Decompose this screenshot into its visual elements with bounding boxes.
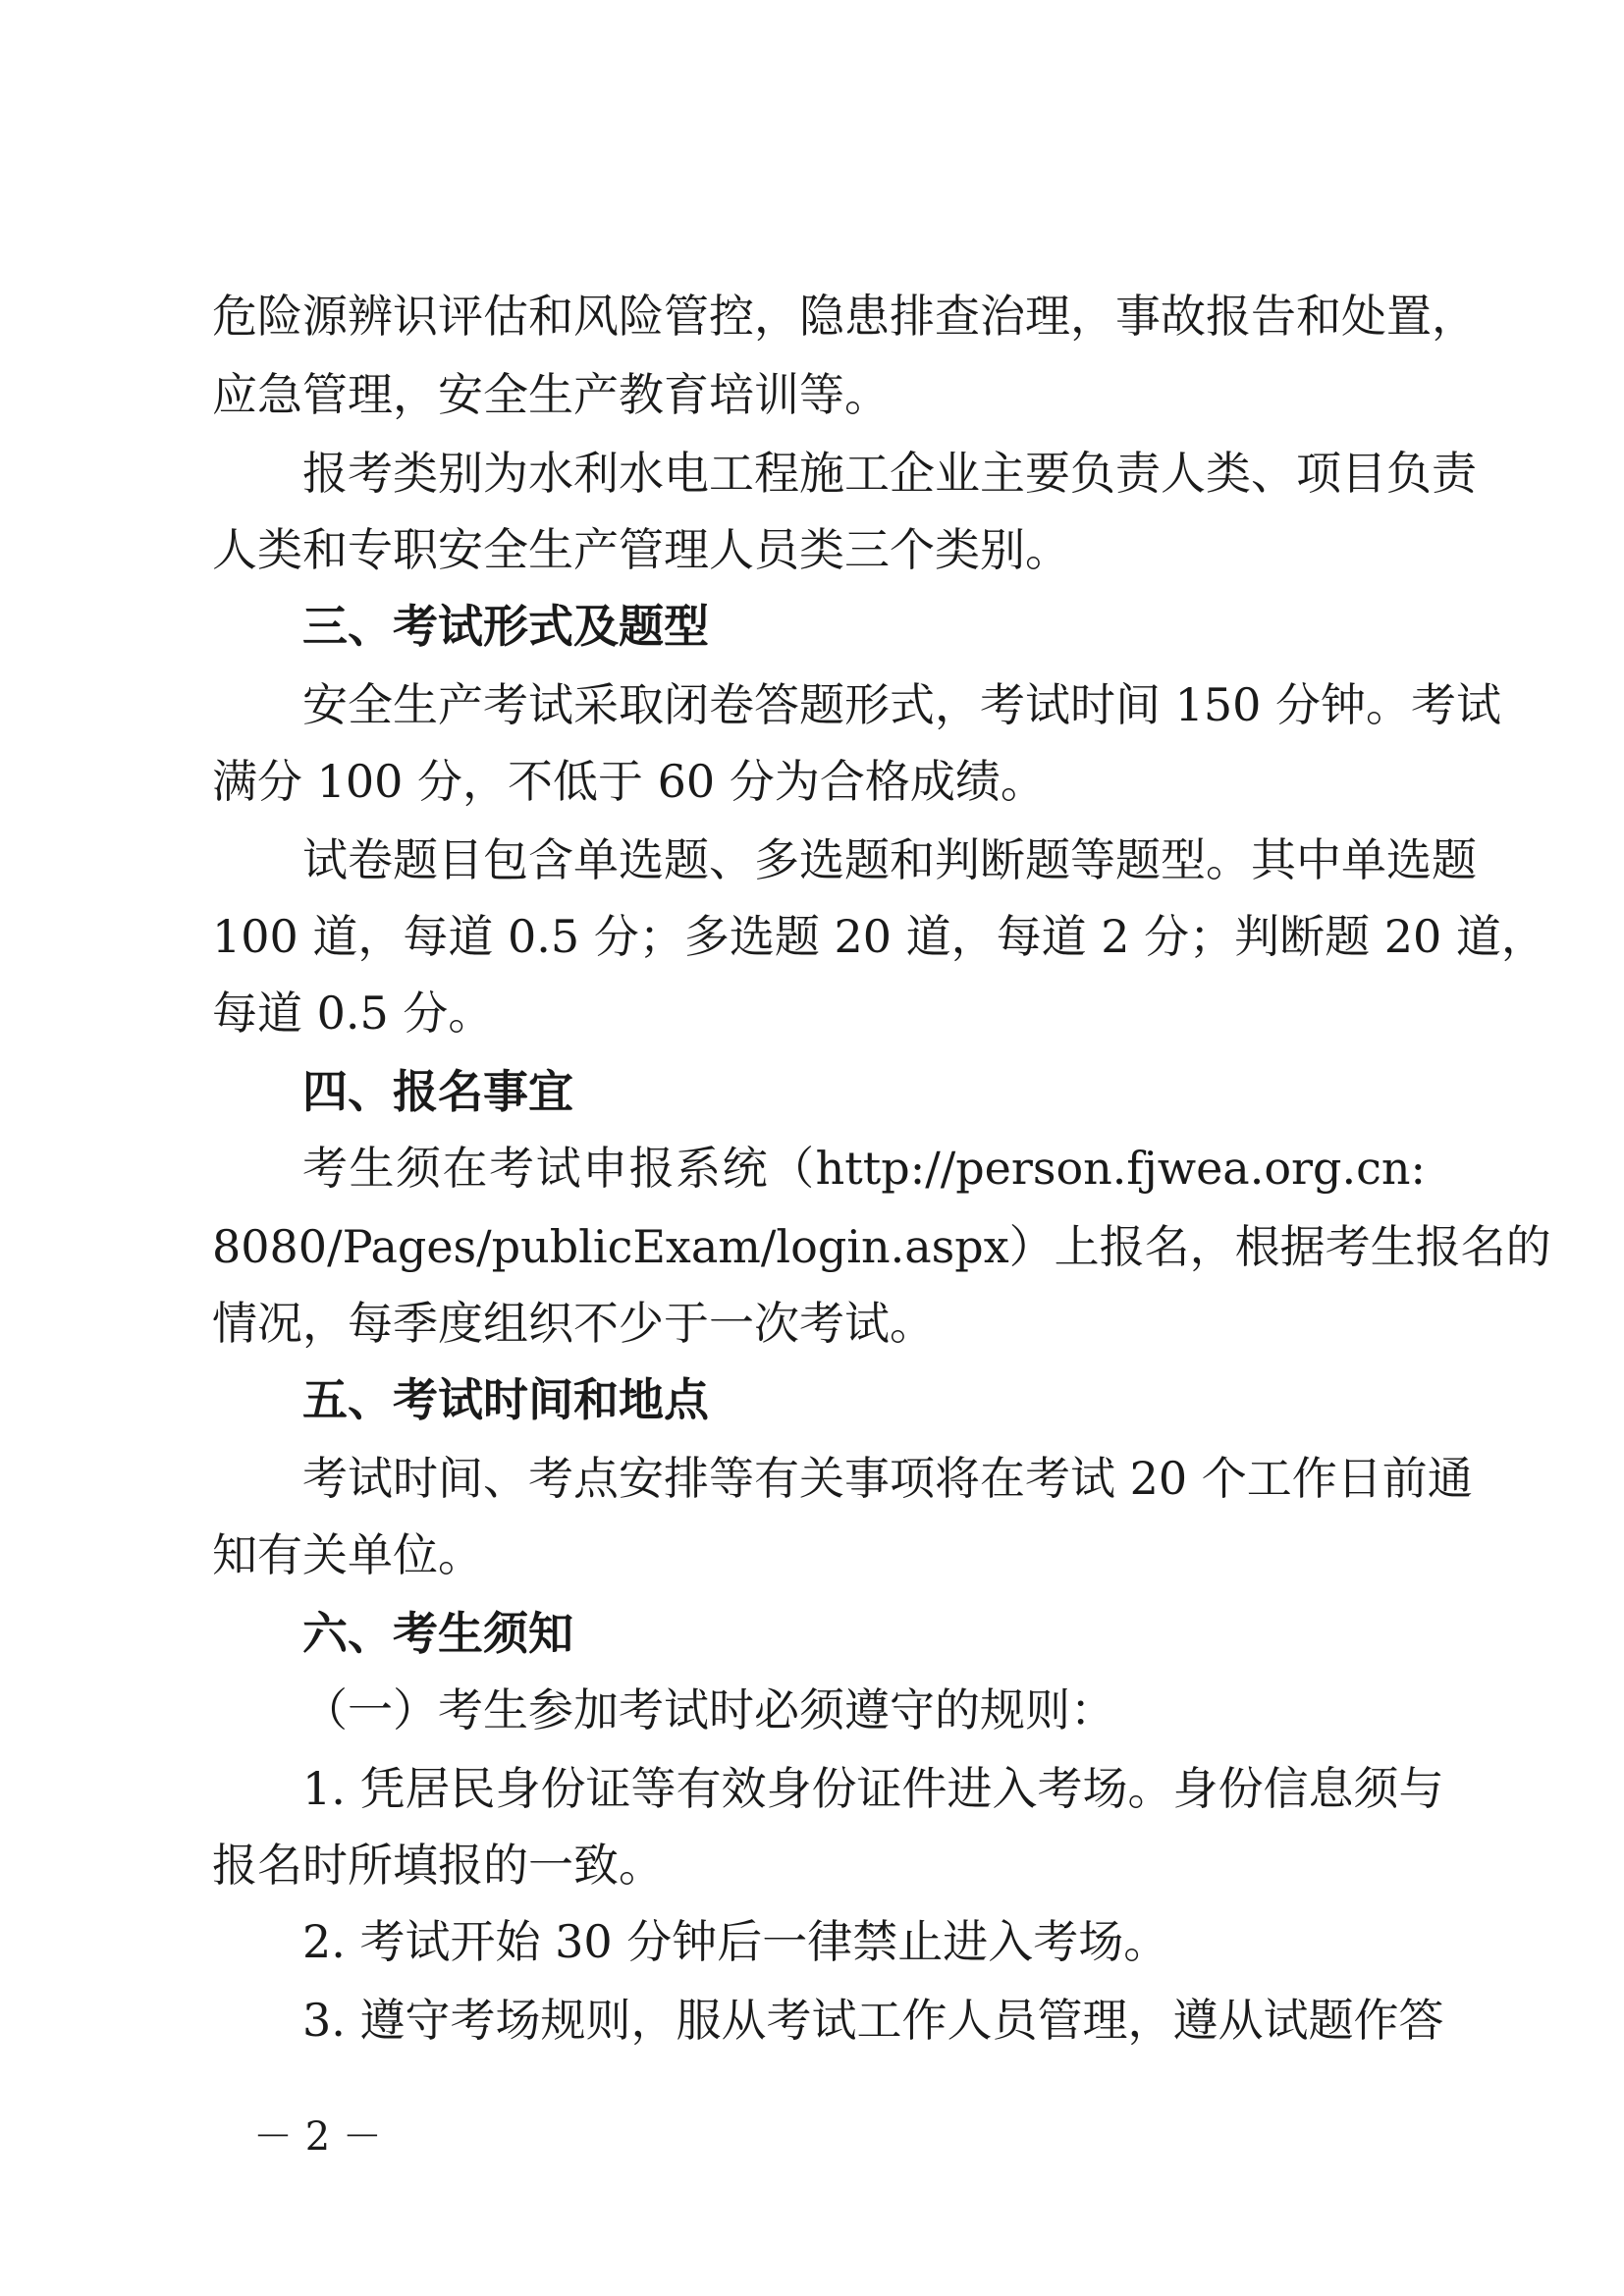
text-line-9: 100 道，每道 0.5 分；多选题 20 道，每道 2 分；判断题 20 道，	[212, 910, 1546, 963]
text-line-4: 人类和专职安全生产管理人员类三个类别。	[212, 523, 1070, 576]
text-line-1: 危险源辨识评估和风险管控，隐患排查治理，事故报告和处置，	[212, 290, 1477, 343]
text-line-21: 报名时所填报的一致。	[212, 1839, 664, 1892]
text-line-3: 报考类别为水利水电工程施工企业主要负责人类、项目负责	[302, 447, 1477, 500]
section-heading-4: 四、报名事宜	[302, 1065, 573, 1118]
page-number: － 2 －	[253, 2114, 382, 2160]
text-line-22: 2. 考试开始 30 分钟后一律禁止进入考场。	[302, 1915, 1169, 1968]
text-line-10: 每道 0.5 分。	[212, 987, 494, 1040]
text-line-8: 试卷题目包含单选题、多选题和判断题等题型。其中单选题	[302, 833, 1477, 886]
text-line-13: 8080/Pages/publicExam/login.aspx）上报名，根据考生报名的	[212, 1220, 1551, 1273]
text-line-14: 情况，每季度组织不少于一次考试。	[212, 1297, 935, 1350]
text-line-2: 应急管理，安全生产教育培训等。	[212, 368, 890, 421]
text-line-20: 1. 凭居民身份证等有效身份证件进入考场。身份信息须与	[302, 1762, 1444, 1815]
section-heading-3: 三、考试形式及题型	[302, 600, 709, 653]
text-line-19: （一）考生参加考试时必须遵守的规则：	[302, 1683, 1115, 1736]
text-line-12: 考生须在考试申报系统（http://person.fjwea.org.cn:	[302, 1142, 1426, 1195]
text-line-7: 满分 100 分，不低于 60 分为合格成绩。	[212, 755, 1046, 808]
text-line-6: 安全生产考试采取闭卷答题形式，考试时间 150 分钟。考试	[302, 678, 1502, 731]
text-line-23: 3. 遵守考场规则，服从考试工作人员管理，遵从试题作答	[302, 1994, 1444, 2047]
text-line-17: 知有关单位。	[212, 1528, 483, 1581]
text-line-16: 考试时间、考点安排等有关事项将在考试 20 个工作日前通	[302, 1452, 1473, 1505]
section-heading-5: 五、考试时间和地点	[302, 1373, 709, 1426]
section-heading-6: 六、考生须知	[302, 1607, 573, 1660]
